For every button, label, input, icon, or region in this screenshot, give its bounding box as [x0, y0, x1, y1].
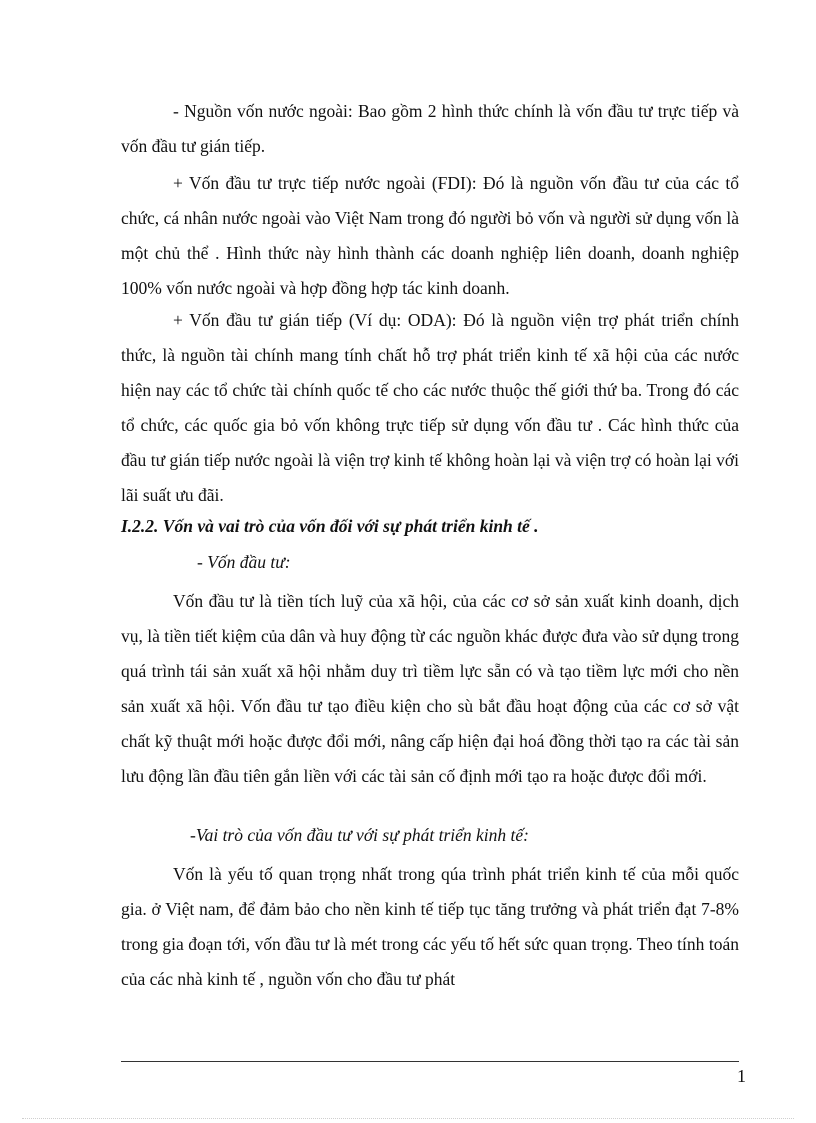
paragraph-investment-capital: Vốn đầu tư là tiền tích luỹ của xã hội, của các cơ sở sản xuất kinh doanh, dịch vụ, là tiền tiết kiệm của dân và huy động từ các nguồn khác được đưa vào sử dụng trong quá trình tái sản xuất xã hội nhằm duy trì tiềm lực sẵn có và tạo tiềm lực mới cho nền sản xuất xã hội. Vốn đầu tư tạo điều kiện cho sù bắt đầu hoạt động của các cơ sở vật chất kỹ thuật mới hoặc được đổi mới, nâng cấp hiện đại hoá đồng thời tạo ra các tài sản lưu động lần đầu tiên gắn liền với các tài sản cố định mới tạo ra hoặc được đổi mới.: [121, 591, 739, 786]
subheading-investment-capital: - Vốn đầu tư:: [197, 552, 291, 572]
paragraph-oda: + Vốn đầu tư gián tiếp (Ví dụ: ODA): Đó là nguồn viện trợ phát triển chính thức, là nguồn tài chính mang tính chất hỗ trợ phát triển kinh tế xã hội của các nước hiện nay các tổ chức tài chính quốc tế cho các nước thuộc thế giới thứ ba. Trong đó các tổ chức, các quốc gia bỏ vốn không trực tiếp sử dụng vốn đầu tư . Các hình thức của đầu tư gián tiếp nước ngoài là viện trợ kinh tế không hoàn lại và viện trợ có hoàn lại với lãi suất ưu đãi.: [121, 310, 739, 505]
page-bottom-border: [22, 1118, 794, 1119]
footer-divider: [121, 1061, 739, 1062]
page-number: 1: [737, 1066, 746, 1086]
section-heading: I.2.2. Vốn và vai trò của vốn đối với sự phát triển kinh tế .: [121, 516, 539, 536]
paragraph-role-of-capital: Vốn là yếu tố quan trọng nhất trong qúa trình phát triển kinh tế của mỗi quốc gia. ở Việt nam, để đảm bảo cho nền kinh tế tiếp tục tăng trưởng và phát triển đạt 7-8% trong gia đoạn tới, vốn đầu tư là mét trong các yếu tố hết sức quan trọng. Theo tính toán của các nhà kinh tế , nguồn vốn cho đầu tư phát: [121, 864, 739, 989]
subheading-role-of-capital: -Vai trò của vốn đầu tư với sự phát triển kinh tế:: [190, 825, 530, 845]
paragraph-foreign-capital: - Nguồn vốn nước ngoài: Bao gồm 2 hình thức chính là vốn đầu tư trực tiếp và vốn đầu tư gián tiếp.: [121, 101, 739, 156]
paragraph-fdi: + Vốn đầu tư trực tiếp nước ngoài (FDI): Đó là nguồn vốn đầu tư của các tổ chức, cá nhân nước ngoài vào Việt Nam trong đó người bỏ vốn và người sử dụng vốn là một chủ thể . Hình thức này hình thành các doanh nghiệp liên doanh, doanh nghiệp 100% vốn nước ngoài và hợp đồng hợp tác kinh doanh.: [121, 173, 739, 298]
